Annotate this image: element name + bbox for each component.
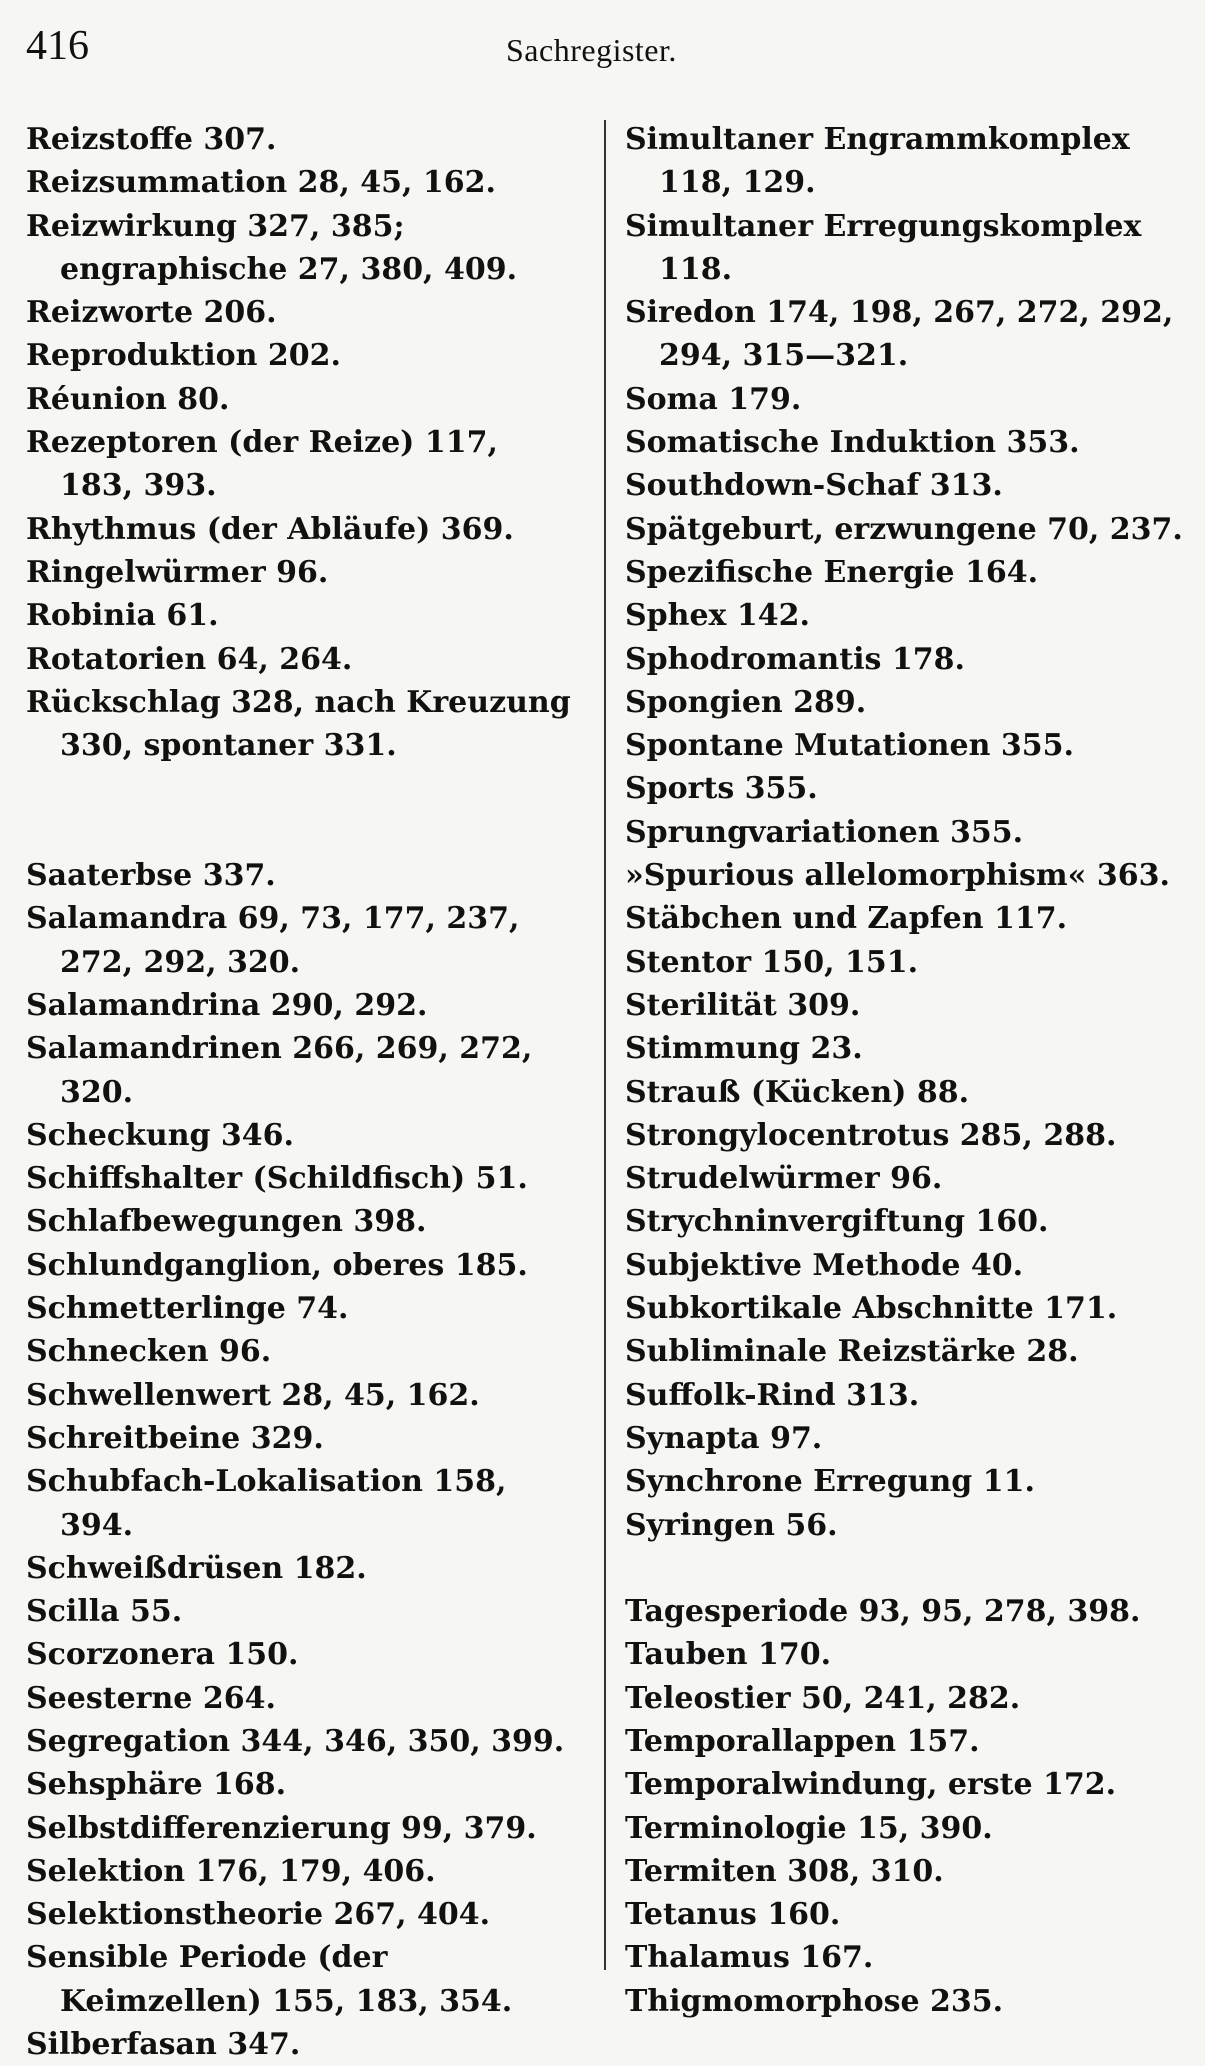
index-group-s: [26, 854, 571, 2066]
right-column: [625, 118, 1185, 2023]
index-entry: Réunion 80.: [26, 381, 230, 417]
index-entry: Schreitbeine 329.: [26, 1420, 324, 1456]
index-entry: Sports 355.: [625, 771, 818, 807]
letter-gap: [625, 1547, 1185, 1590]
index-entry: Soma 179.: [625, 381, 802, 417]
index-group-r: [26, 118, 571, 767]
index-entry: Rotatorien 64, 264.: [26, 641, 353, 677]
index-entry: Robinia 61.: [26, 598, 219, 634]
index-entry: Ringelwürmer 96.: [26, 554, 329, 590]
index-entry: Synapta 97.: [625, 1420, 823, 1456]
page-number: 416: [26, 23, 89, 69]
index-entry: Rezeptoren (der Reize) 117, 183, 393.: [26, 425, 498, 504]
index-entry: Scheckung 346.: [26, 1117, 294, 1153]
index-entry: Tagesperiode 93, 95, 278, 398.: [625, 1594, 1141, 1630]
running-title: Sachregister.: [506, 32, 677, 68]
index-entry: Spongien 289.: [625, 684, 867, 720]
index-entry: Spätgeburt, erzwungene 70, 237.: [625, 511, 1183, 547]
index-entry: Silberfasan 347.: [26, 2027, 301, 2063]
index-entry: Thalamus 167.: [625, 1940, 874, 1976]
index-entry: Stentor 150, 151.: [625, 944, 919, 980]
index-entry: Schlundganglion, oberes 185.: [26, 1247, 528, 1283]
index-entry: Siredon 174, 198, 267, 272, 292, 294, 315—321.: [625, 295, 1174, 374]
index-entry: Reizwirkung 327, 385; engraphische 27, 380, 409.: [26, 208, 518, 287]
index-entry: Sphex 142.: [625, 598, 810, 634]
index-entry: Seesterne 264.: [26, 1680, 276, 1716]
index-entry: Rückschlag 328, nach Kreuzung 330, spontaner 331.: [26, 684, 571, 764]
index-entry: Tauben 170.: [625, 1637, 832, 1673]
index-entry: Terminologie 15, 390.: [625, 1810, 993, 1846]
index-entry: Saaterbse 337.: [26, 858, 276, 894]
index-entry: Subliminale Reizstärke 28.: [625, 1334, 1079, 1370]
index-entry: Synchrone Erregung 11.: [625, 1464, 1035, 1500]
index-entry: Suffolk-Rind 313.: [625, 1377, 920, 1413]
index-entry: Sphodromantis 178.: [625, 641, 965, 677]
index-entry: Temporalwindung, erste 172.: [625, 1767, 1117, 1803]
index-entry: Schnecken 96.: [26, 1334, 272, 1370]
index-entry: Sprungvariationen 355.: [625, 814, 1024, 850]
index-entry: Schweißdrüsen 182.: [26, 1550, 367, 1586]
index-entry: Simultaner Erregungskomplex 118.: [625, 208, 1142, 287]
page-header: [26, 22, 1176, 82]
index-entry: Reproduktion 202.: [26, 338, 341, 374]
index-entry: Syringen 56.: [625, 1507, 838, 1543]
index-entry: Selektionstheorie 267, 404.: [26, 1897, 491, 1933]
index-entry: Salamandra 69, 73, 177, 237, 272, 292, 320.: [26, 901, 520, 980]
index-entry: Southdown-Schaf 313.: [625, 468, 1003, 504]
index-entry: Schiffshalter (Schildfisch) 51.: [26, 1161, 528, 1197]
index-entry: Salamandrina 290, 292.: [26, 987, 428, 1023]
index-entry: Temporallappen 157.: [625, 1723, 980, 1759]
left-column: [26, 118, 571, 2066]
index-entry: Scilla 55.: [26, 1594, 183, 1630]
index-entry: Salamandrinen 266, 269, 272, 320.: [26, 1031, 533, 1110]
index-entry: Selektion 176, 179, 406.: [26, 1853, 436, 1889]
index-entry: Strauß (Kücken) 88.: [625, 1074, 970, 1110]
index-entry: Teleostier 50, 241, 282.: [625, 1680, 1021, 1716]
index-entry: Reizworte 206.: [26, 295, 277, 331]
index-entry: Stäbchen und Zapfen 117.: [625, 901, 1068, 937]
index-group-s-continued: [625, 118, 1185, 1547]
index-entry: Reizstoffe 307.: [26, 122, 277, 157]
index-entry: Schlafbewegungen 398.: [26, 1204, 427, 1240]
index-entry: »Spurious allelomorphism« 363.: [625, 858, 1170, 894]
index-entry: Selbstdifferenzierung 99, 379.: [26, 1810, 537, 1846]
index-entry: Strychninvergiftung 160.: [625, 1204, 1049, 1240]
index-entry: Segregation 344, 346, 350, 399.: [26, 1723, 565, 1759]
index-entry: Schubfach-Lokalisation 158, 394.: [26, 1464, 507, 1543]
index-entry: Tetanus 160.: [625, 1897, 841, 1933]
index-entry: Sensible Periode (der Keimzellen) 155, 183, 354.: [26, 1940, 513, 2019]
index-entry: Sterilität 309.: [625, 987, 861, 1023]
index-entry: Rhythmus (der Abläufe) 369.: [26, 511, 514, 547]
index-entry: Reizsummation 28, 45, 162.: [26, 165, 496, 201]
index-entry: Sehsphäre 168.: [26, 1767, 287, 1803]
index-entry: Simultaner Engrammkomplex 118, 129.: [625, 122, 1130, 201]
index-entry: Somatische Induktion 353.: [625, 425, 1080, 461]
index-entry: Strudelwürmer 96.: [625, 1161, 943, 1197]
index-entry: Subkortikale Abschnitte 171.: [625, 1291, 1118, 1327]
letter-gap: [26, 767, 571, 854]
index-entry: Strongylocentrotus 285, 288.: [625, 1117, 1117, 1153]
index-entry: Spezifische Energie 164.: [625, 554, 1039, 590]
index-entry: Subjektive Methode 40.: [625, 1247, 1024, 1283]
index-entry: Thigmomorphose 235.: [625, 1983, 1004, 2019]
index-entry: Spontane Mutationen 355.: [625, 728, 1074, 764]
index-entry: Termiten 308, 310.: [625, 1853, 944, 1889]
index-entry: Schwellenwert 28, 45, 162.: [26, 1377, 480, 1413]
index-entry: Scorzonera 150.: [26, 1637, 299, 1673]
index-group-t: [625, 1590, 1185, 2023]
index-entry: Schmetterlinge 74.: [26, 1291, 349, 1327]
index-entry: Stimmung 23.: [625, 1031, 863, 1067]
column-divider: [604, 120, 606, 1970]
